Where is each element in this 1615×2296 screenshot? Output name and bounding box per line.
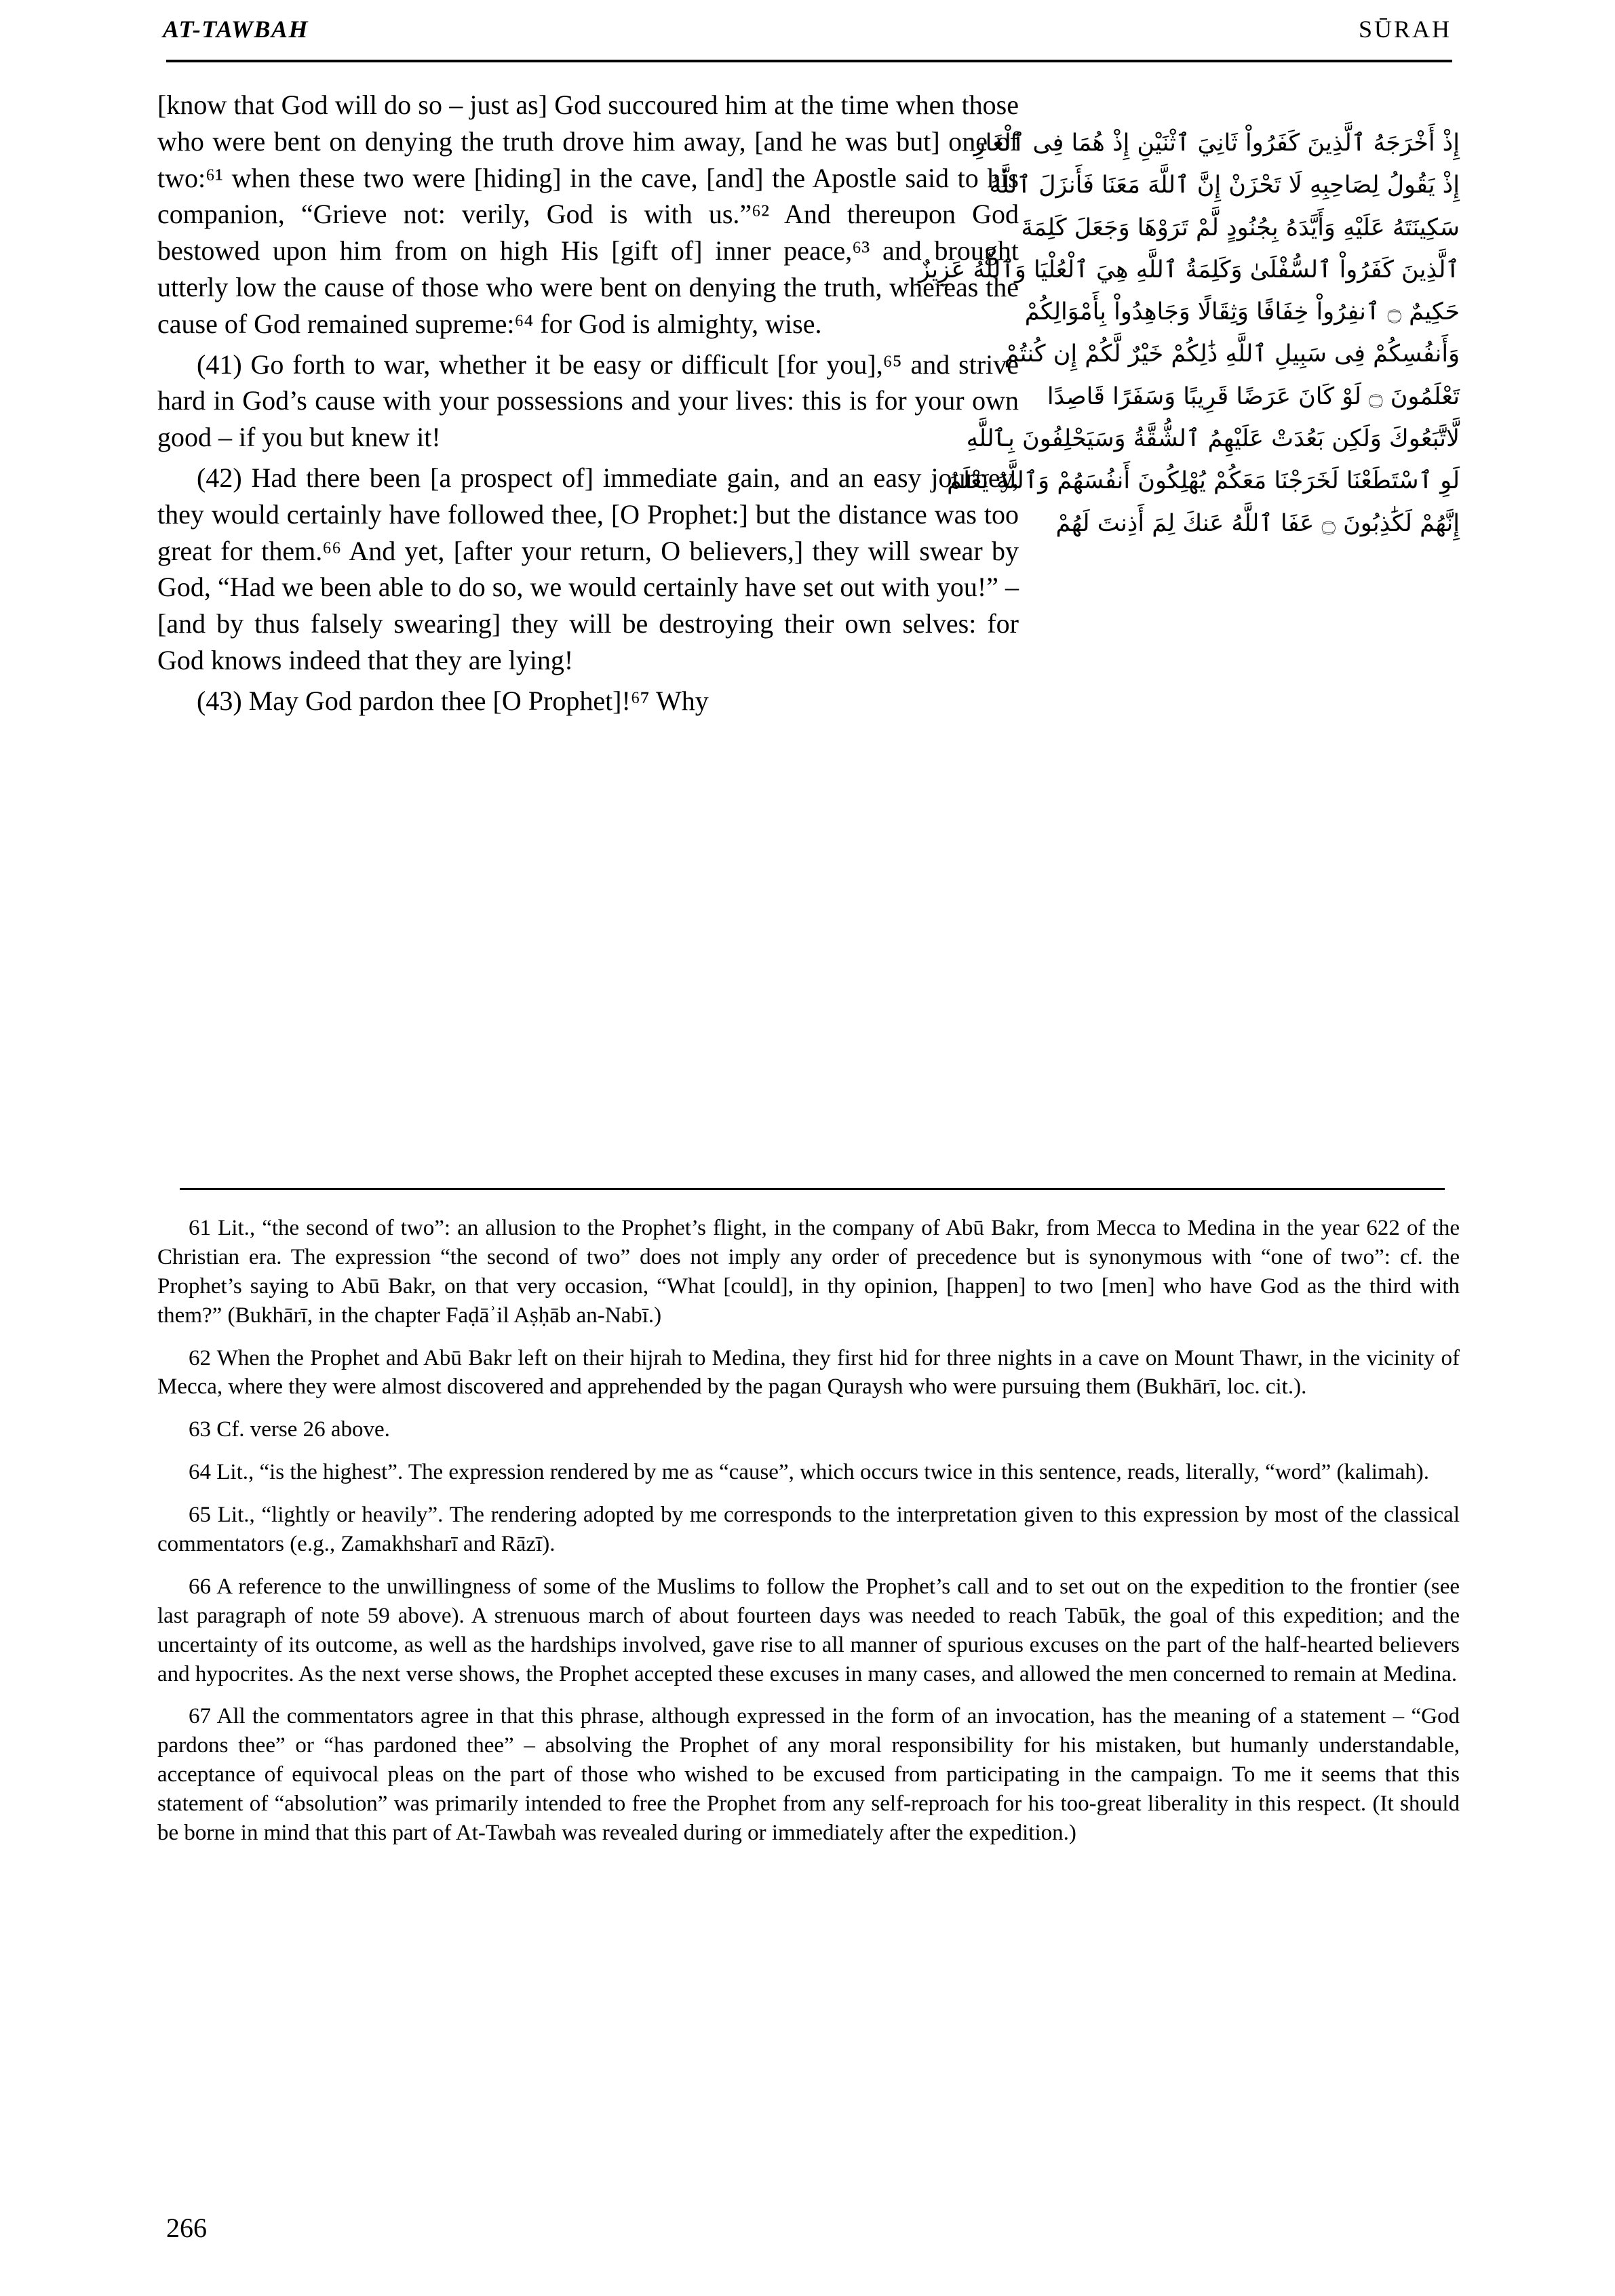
footnote-rule [180,1188,1445,1190]
arabic-line: لَوِ ٱسْتَطَعْنَا لَخَرَجْنَا مَعَكُمْ يُهْلِكُونَ أَنفُسَهُمْ وَٱللَّهُ يَعْلَمُ [947,467,1460,495]
translation-paragraph: (43) May God pardon thee [O Prophet]!⁶⁷ Why [197,685,709,716]
arabic-line: إِنَّهُمْ لَكَٰذِبُونَ ۝ عَفَا ٱللَّهُ عَنكَ لِمَ أَذِنتَ لَهُمْ [1055,509,1460,537]
footnote: 65 Lit., “lightly or heavily”. The rendering adopted by me corresponds to the interpretation given to this expression by most of the classical commentators (e.g., Zamakhsharī and Rāzī). [157,1503,1460,1557]
running-head-left: AT-TAWBAH [163,16,309,43]
running-head-right: SŪRAH [1358,16,1452,43]
footnote: 64 Lit., “is the highest”. The expression rendered by me as “cause”, which occurs twice in this sentence, reads, literally, “word” (kalimah). [189,1460,1430,1485]
running-head [163,15,1452,43]
arabic-line: حَكِيمٌ ۝ ٱنفِرُواْ خِفَافًا وَثِقَالًا وَجَاهِدُواْ بِأَمْوَالِكُمْ [1024,298,1460,326]
arabic-line: لَّاتَّبَعُوكَ وَلَكِن بَعُدَتْ عَلَيْهِمُ ٱلشُّقَّةُ وَسَيَحْلِفُونَ بِٱللَّهِ [966,425,1460,453]
footnotes-section [157,1214,1460,1861]
header-rule [166,60,1452,62]
arabic-column [918,122,1460,545]
arabic-line: سَكِينَتَهُ عَلَيْهِ وَأَيَّدَهُ بِجُنُودٍ لَّمْ تَرَوْهَا وَجَعَلَ كَلِمَةَ [1021,214,1460,241]
footnote: 63 Cf. verse 26 above. [189,1417,390,1442]
arabic-line: إِذْ أَخْرَجَهُ ٱلَّذِينَ كَفَرُواْ ثَانِيَ ٱثْنَيْنِ إِذْ هُمَا فِى ٱلْغَارِ [973,130,1460,157]
arabic-line: إِذْ يَقُولُ لِصَاحِبِهِ لَا تَحْزَنْ إِنَّ ٱللَّهَ مَعَنَا فَأَنزَلَ ٱللَّهُ [989,172,1460,199]
translation-paragraph: (42) Had there been [a prospect of] immediate gain, and an easy journey, they would certainly have followed thee, [O Prophet:] but the distance was too great for them.⁶⁶ And yet, [after your return, O believers,] they will swear by God, “Had we been able to do so, we would certainly have set out with you!” – [and by thus falsely swearing] they will be destroying their own selves: for God knows indeed that they are lying! [157,462,1019,675]
body-area [157,87,1460,1172]
translation-column [157,87,1019,719]
footnote: 66 A reference to the unwillingness of some of the Muslims to follow the Prophet’s call and to set out on the expedition to the frontier (see last paragraph of note 59 above). A strenuous march of about fourteen days was needed to reach Tabūk, the goal of this expedition; and the uncertainty of its outcome, as well as the hardships involved, gave rise to all manner of spurious excuses on the part of the half-hearted believers and hypocrites. As the next verse shows, the Prophet accepted these excuses in many cases, and allowed the men concerned to remain at Medina. [157,1574,1460,1686]
translation-paragraph: (41) Go forth to war, whether it be easy or difficult [for you],⁶⁵ and strive hard in God’s cause with your possessions and your lives: this is for your own good – if you but knew it! [157,349,1019,453]
translation-paragraph: [know that God will do so – just as] God succoured him at the time when those who were bent on denying the truth drove him away, [and he was but] one of two:⁶¹ when these two were [hiding] in the cave, [and] the Apostle said to his companion, “Grieve not: verily, God is with us.”⁶² And thereupon God bestowed upon him from on high His [gift of] inner peace,⁶³ and brought utterly low the cause of those who were bent on denying the truth, whereas the cause of God remained supreme:⁶⁴ for God is almighty, wise. [157,90,1019,339]
arabic-line: ٱلَّذِينَ كَفَرُواْ ٱلسُّفْلَىٰ وَكَلِمَةُ ٱللَّهِ هِيَ ٱلْعُلْيَا وَٱللَّهُ عَزِيزٌ [918,256,1460,283]
footnote: 62 When the Prophet and Abū Bakr left on their hijrah to Medina, they first hid for three nights in a cave on Mount Thawr, in the vicinity of Mecca, where they were almost discovered and apprehended by the pagan Quraysh who were pursuing them (Bukhārī, loc. cit.). [157,1345,1460,1400]
page-number: 266 [166,2213,207,2243]
arabic-line: وَأَنفُسِكُمْ فِى سَبِيلِ ٱللَّهِ ذَٰلِكُمْ خَيْرٌ لَّكُمْ إِن كُنتُمْ [1004,340,1460,368]
footnote: 67 All the commentators agree in that this phrase, although expressed in the form of an invocation, has the meaning of a statement – “God pardons thee” or “has pardoned thee” – absolving the Prophet of any moral responsibility for his mistaken, but humanly understandable, acceptance of equivocal pleas on the part of those who wished to be excused from participating in the campaign. To me it seems that this statement of “absolution” was primarily intended to free the Prophet from any self-reproach for his too-great liberality in this respect. (It should be borne in mind that this part of At-Tawbah was revealed during or immediately after the expedition.) [157,1704,1460,1846]
arabic-line: تَعْلَمُونَ ۝ لَوْ كَانَ عَرَضًا قَرِيبًا وَسَفَرًا قَاصِدًا [1047,382,1460,410]
footnote: 61 Lit., “the second of two”: an allusion to the Prophet’s flight, in the company of Abū Bakr, from Mecca to Medina in the year 622 of the Christian era. The expression “the second of two” does not imply any order of precedence but is synonymous with “one of two”: cf. the Prophet’s saying to Abū Bakr, on that very occasion, “What [could], in thy opinion, [happen] to two [men] who have God as the third with them?” (Bukhārī, in the chapter Faḍāʾil Aṣḥāb an-Nabī.) [157,1216,1460,1328]
